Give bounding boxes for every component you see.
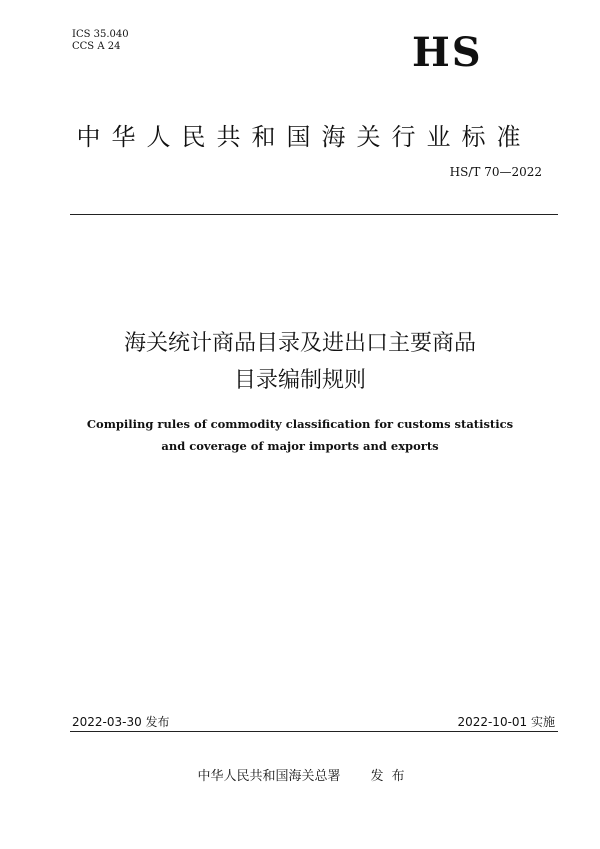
top-divider: [70, 214, 558, 215]
bottom-divider: [70, 731, 558, 732]
chinese-title-line-2: 目录编制规则: [233, 368, 366, 393]
hs-logo: HS: [412, 29, 483, 76]
publisher-line: [0, 765, 600, 784]
standard-type-heading: 中华人民共和国海关行业标准: [76, 123, 532, 151]
english-title-line-2: and coverage of major imports and exports: [161, 439, 439, 453]
publisher-action: 发布: [370, 769, 413, 784]
issue-date: 2022-03-30 发布: [72, 715, 170, 729]
ics-code: ICS 35.040: [72, 29, 129, 40]
ccs-code: CCS A 24: [72, 41, 121, 52]
publisher-name: 中华人民共和国海关总署: [197, 769, 341, 784]
classification-codes: [72, 29, 129, 53]
implementation-date: 2022-10-01 实施: [457, 715, 555, 729]
english-title-line-1: Compiling rules of commodity classification for customs statistics: [86, 417, 514, 431]
standard-number: HS/T 70—2022: [449, 165, 542, 179]
chinese-title-line-1: 海关统计商品目录及进出口主要商品: [123, 331, 476, 356]
